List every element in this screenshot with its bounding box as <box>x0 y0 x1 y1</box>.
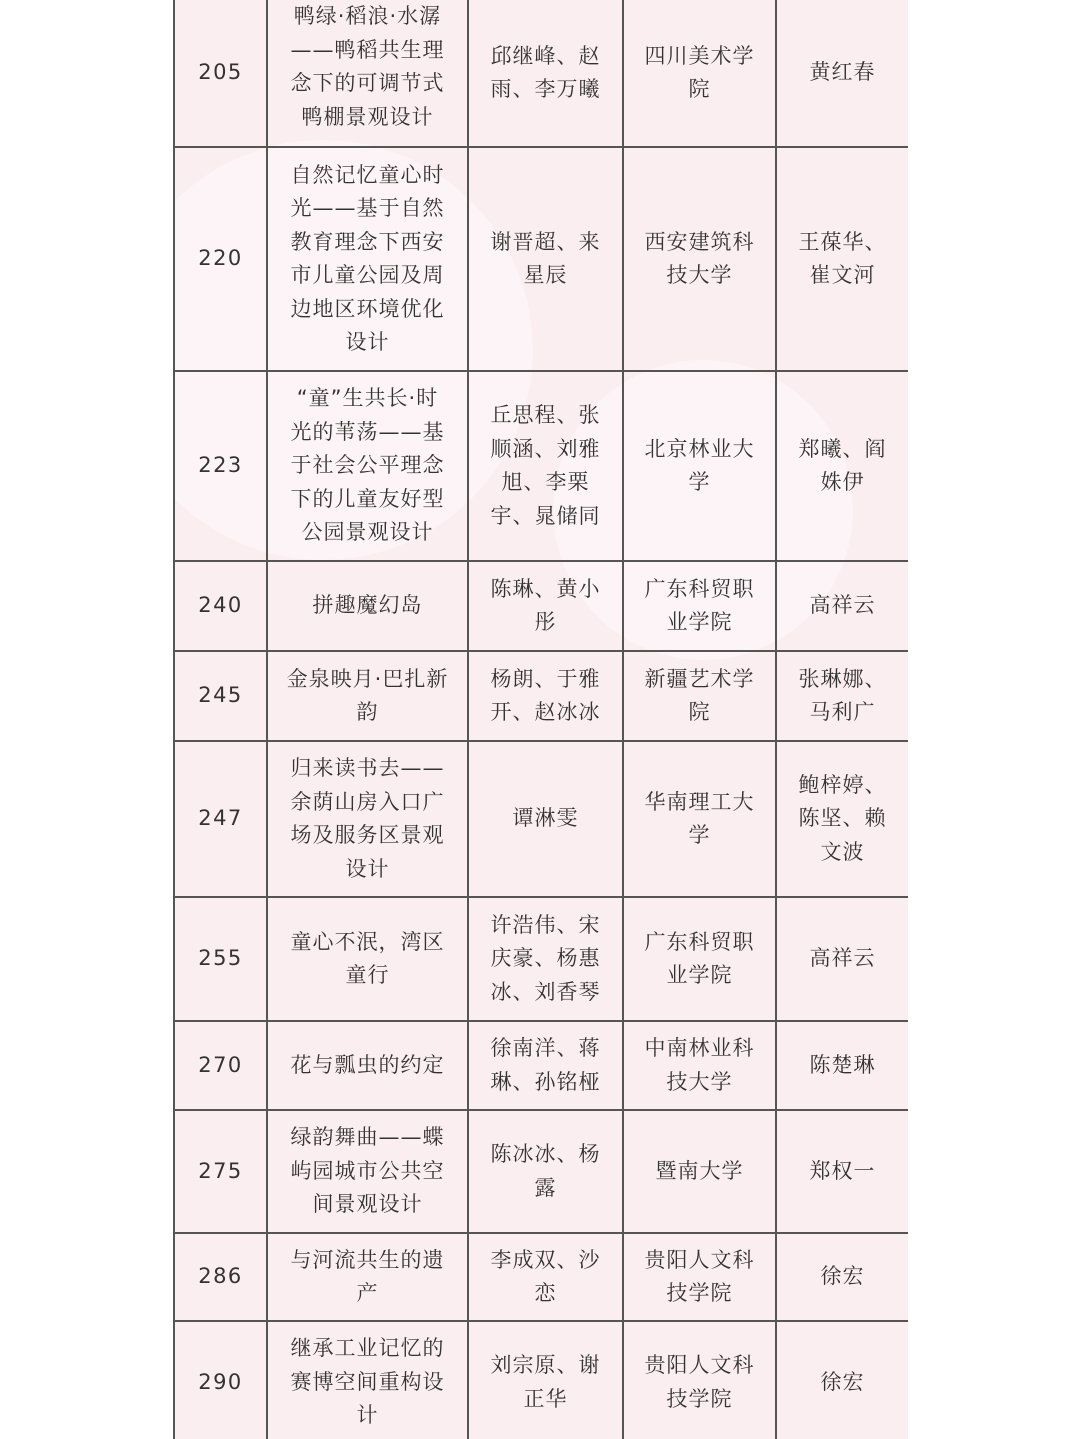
table-row <box>174 1321 908 1439</box>
table-row <box>174 897 908 1021</box>
school-name: 西安建筑科技大学 <box>623 147 776 371</box>
entry-number: 247 <box>174 741 267 897</box>
entry-number: 223 <box>174 371 267 561</box>
entry-number: 290 <box>174 1321 267 1439</box>
team-members: 刘宗原、谢正华 <box>468 1321 623 1439</box>
award-table-container <box>173 0 908 1439</box>
project-title: 归来读书去——余荫山房入口广场及服务区景观设计 <box>267 741 468 897</box>
project-title: 金泉映月·巴扎新韵 <box>267 651 468 741</box>
advisor-name: 徐宏 <box>776 1321 908 1439</box>
team-members: 徐南洋、蒋琳、孙铭桠 <box>468 1021 623 1110</box>
advisor-name: 陈楚琳 <box>776 1021 908 1110</box>
advisor-name: 徐宏 <box>776 1233 908 1321</box>
school-name: 贵阳人文科技学院 <box>623 1233 776 1321</box>
project-title: “童”生共长·时光的苇荡——基于社会公平理念下的儿童友好型公园景观设计 <box>267 371 468 561</box>
team-members: 陈冰冰、杨露 <box>468 1110 623 1233</box>
table-row <box>174 147 908 371</box>
team-members: 丘思程、张顺涵、刘雅旭、李栗宇、晁储同 <box>468 371 623 561</box>
table-row <box>174 371 908 561</box>
table-row <box>174 1021 908 1110</box>
team-members: 杨朗、于雅开、赵冰冰 <box>468 651 623 741</box>
school-name: 华南理工大学 <box>623 741 776 897</box>
advisor-name: 张琳娜、马利广 <box>776 651 908 741</box>
project-title: 拼趣魔幻岛 <box>267 561 468 651</box>
advisor-name: 鲍梓婷、陈坚、赖文波 <box>776 741 908 897</box>
table-row <box>174 651 908 741</box>
table-row <box>174 1110 908 1233</box>
team-members: 李成双、沙恋 <box>468 1233 623 1321</box>
team-members: 邱继峰、赵雨、李万曦 <box>468 0 623 147</box>
table-row <box>174 1233 908 1321</box>
school-name: 北京林业大学 <box>623 371 776 561</box>
entry-number: 275 <box>174 1110 267 1233</box>
table-row <box>174 0 908 147</box>
project-title: 童心不泯，湾区童行 <box>267 897 468 1021</box>
table-row <box>174 561 908 651</box>
school-name: 广东科贸职业学院 <box>623 897 776 1021</box>
entry-number: 286 <box>174 1233 267 1321</box>
advisor-name: 郑曦、阎姝伊 <box>776 371 908 561</box>
entry-number: 270 <box>174 1021 267 1110</box>
project-title: 自然记忆童心时光——基于自然教育理念下西安市儿童公园及周边地区环境优化设计 <box>267 147 468 371</box>
school-name: 中南林业科技大学 <box>623 1021 776 1110</box>
advisor-name: 黄红春 <box>776 0 908 147</box>
project-title: 绿韵舞曲——蝶屿园城市公共空间景观设计 <box>267 1110 468 1233</box>
entry-number: 220 <box>174 147 267 371</box>
school-name: 新疆艺术学院 <box>623 651 776 741</box>
project-title: 鸭绿·稻浪·水潺——鸭稻共生理念下的可调节式鸭棚景观设计 <box>267 0 468 147</box>
school-name: 四川美术学院 <box>623 0 776 147</box>
entry-number: 255 <box>174 897 267 1021</box>
advisor-name: 郑权一 <box>776 1110 908 1233</box>
school-name: 广东科贸职业学院 <box>623 561 776 651</box>
team-members: 许浩伟、宋庆豪、杨惠冰、刘香琴 <box>468 897 623 1021</box>
advisor-name: 高祥云 <box>776 561 908 651</box>
team-members: 谢晋超、来星辰 <box>468 147 623 371</box>
school-name: 暨南大学 <box>623 1110 776 1233</box>
table-row <box>174 741 908 897</box>
team-members: 谭淋雯 <box>468 741 623 897</box>
school-name: 贵阳人文科技学院 <box>623 1321 776 1439</box>
advisor-name: 王葆华、崔文河 <box>776 147 908 371</box>
entry-number: 205 <box>174 0 267 147</box>
project-title: 继承工业记忆的赛博空间重构设计 <box>267 1321 468 1439</box>
award-table <box>173 0 908 1439</box>
project-title: 与河流共生的遗产 <box>267 1233 468 1321</box>
team-members: 陈琳、黄小彤 <box>468 561 623 651</box>
entry-number: 240 <box>174 561 267 651</box>
entry-number: 245 <box>174 651 267 741</box>
advisor-name: 高祥云 <box>776 897 908 1021</box>
project-title: 花与瓢虫的约定 <box>267 1021 468 1110</box>
